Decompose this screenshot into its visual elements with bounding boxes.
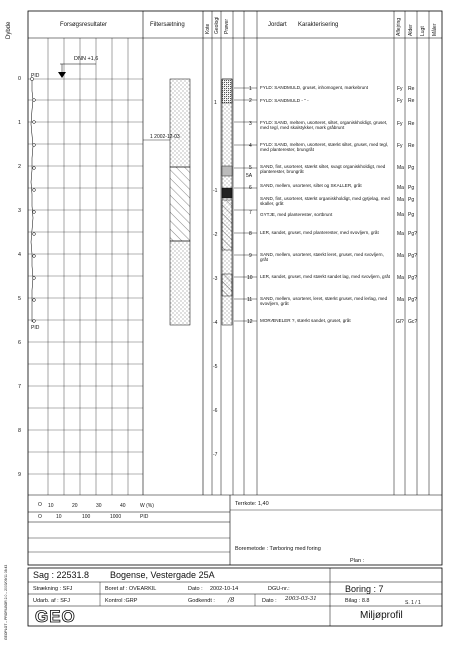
bilag: Bilag : 8.8 (345, 598, 370, 604)
kontrol: Kontrol :GRP (105, 598, 138, 604)
depth-tick: 3 (18, 208, 21, 214)
layer-description: SAND, mellem, usorteret, leret, stærkt gruset, med lerlag, med svovljern, gråt (260, 296, 388, 307)
sample-number: 5 (249, 165, 252, 171)
drilling-method: Boremetode : Tørboring med foring (235, 546, 321, 552)
sample-number-extra: 5A (246, 173, 253, 179)
dnn-label: DNN +1,6 (74, 56, 99, 62)
boret-af: Boret af : OVEARKIL (105, 586, 157, 592)
layer-aflejring: Ma (397, 185, 404, 191)
lugt-header: Lugt (420, 26, 426, 36)
depth-tick: 7 (18, 384, 21, 390)
profile-title: Miljøprofil (360, 610, 403, 621)
karakterisering-header: Karakterisering (298, 22, 339, 28)
scale-tick: 10 (56, 514, 62, 520)
scale-tick: 10 (48, 503, 54, 509)
godkendt: Godkendt : (188, 598, 215, 604)
layer-description: MORÆNELER ?, stærkt sandet, gruset, gråt (260, 318, 351, 323)
software-stamp: GEOPLOT – PROFILBOR 2.0 – 2003/09/11 08:43 (4, 564, 8, 640)
dgu-number: DGU-nr.: (268, 586, 290, 592)
signature: /8 (228, 596, 235, 604)
pid-bottom-label: PID (31, 325, 40, 331)
straekning: Strækning : SFJ (33, 586, 73, 592)
kote-tick: -1 (213, 188, 218, 194)
scale-marker: O (38, 502, 42, 508)
layer-aflejring: Fy (397, 98, 403, 104)
sample-number: 3 (249, 121, 252, 127)
kote-tick: -7 (213, 452, 218, 458)
sample-number: 8 (249, 231, 252, 237)
case-number: 22531.8 (56, 570, 90, 580)
layer-description: LER, sandet, gruset, med planterester, med svovljern, gråt (260, 230, 379, 235)
scale-unit: W (%) (140, 503, 154, 509)
layer-description: FYLD: SANDMULD, gruset, inhomogent, mørkebrunt (260, 85, 368, 90)
depth-tick: 6 (18, 340, 21, 346)
boring-number: 7 (378, 584, 384, 594)
udarbejdet-af: Udarb. af : SFJ (33, 598, 70, 604)
layer-description: GYTJE, med planterester, sortbrunt (260, 212, 333, 217)
case-label: Sag : 22531.8 (33, 570, 90, 580)
date2-label: Dato : (262, 598, 277, 604)
geologi-header: Geologi (214, 16, 220, 34)
depth-tick: 4 (18, 252, 21, 258)
scale-tick: 100 (82, 514, 91, 520)
layer-aflejring: Ma (397, 297, 404, 303)
layer-alder: Pg (408, 197, 415, 203)
layer-aflejring: Ma (397, 253, 404, 259)
layer-aflejring: Fy (397, 143, 403, 149)
depth-tick: 1 (18, 120, 21, 126)
sheet-number: S. 1 / 1 (405, 600, 421, 606)
scale-tick: 1000 (110, 514, 122, 520)
layer-alder: Re (408, 86, 415, 92)
date-label: Dato : (188, 586, 203, 592)
layer-alder: Pg? (408, 297, 417, 303)
alder-header: Alder (408, 24, 414, 36)
scale-tick: 20 (72, 503, 78, 509)
kote-header: Kote (205, 23, 211, 34)
aflejring-header: Aflejring (396, 17, 402, 36)
sample-number: 6 (249, 185, 252, 191)
sample-number: 1 (249, 86, 252, 92)
kote-tick: 1 (214, 100, 217, 106)
layer-aflejring: Ma (397, 275, 404, 281)
pid-top-label: PID (31, 73, 40, 79)
depth-tick: 5 (18, 296, 21, 302)
layer-alder: Pg? (408, 231, 417, 237)
layer-alder: Pg (408, 185, 415, 191)
prover-header: Prøver (224, 19, 230, 34)
sample-number: 7 (249, 210, 252, 216)
sample-number: 2 (249, 98, 252, 104)
layer-description: SAND, fint, usorteret, stærkt organiskholdigt, med gytjelag, med skaller, gråt (260, 196, 390, 207)
layer-aflejring: Ma (397, 165, 404, 171)
filter-header: Filtersætning (150, 22, 185, 28)
layer-description: SAND, mellem, usorteret, stærkt leret, gruset, med svovljern, gråt (260, 252, 384, 263)
depth-tick: 0 (18, 76, 21, 82)
forsog-header: Forsøgsresultater (60, 22, 108, 28)
layer-alder: Re (408, 143, 415, 149)
layer-description: SAND, fint, usorteret, stærkt siltet, svagt organiskholdigt, med planterester, brungråt (260, 164, 386, 175)
date2-value: 2003-03-31 (285, 596, 317, 602)
maaler-header: Måler (432, 23, 438, 36)
layer-alder: Pg? (408, 275, 417, 281)
date-value: 2002-10-14 (210, 586, 239, 592)
kote-tick: -2 (213, 232, 218, 238)
boring-label: Boring : 7 (345, 584, 384, 594)
layer-description: FYLD: SANDMULD - " - (260, 98, 309, 103)
scale-tick: 30 (96, 503, 102, 509)
terrain-level: Terrkote: 1,40 (235, 501, 269, 507)
layer-alder: Pg? (408, 253, 417, 259)
sample-number: 9 (249, 253, 252, 259)
depth-tick: 2 (18, 164, 21, 170)
plan-label: Plan : (350, 558, 365, 564)
layer-aflejring: Gl? (396, 319, 404, 325)
sample-number: 12 (247, 319, 253, 325)
layer-alder: Pg (408, 212, 415, 218)
layer-aflejring: Ma (397, 197, 404, 203)
scale-unit: PID (140, 514, 149, 520)
layer-alder: Pg (408, 165, 415, 171)
layer-alder: Re (408, 98, 415, 104)
jordart-header: Jordart (268, 22, 287, 28)
layer-aflejring: Fy (397, 121, 403, 127)
layer-aflejring: Fy (397, 86, 403, 92)
layer-aflejring: Ma (397, 231, 404, 237)
scale-tick: 40 (120, 503, 126, 509)
geo-logo: GEO (35, 607, 76, 626)
sample-number: 11 (247, 297, 253, 303)
layer-description: FYLD: SAND, meltem, usorteret, siltet, organiskholdigt, gruset, med tegl, med skalstykker, mørk gråbrunt (260, 120, 388, 131)
layer-aflejring: Ma (397, 212, 404, 218)
filter-date: 1 2002-12-03 (150, 134, 180, 140)
layer-description: SAND, mellem, usorteret, siltet og SKALLER, gråt (260, 183, 362, 188)
sample-number: 10 (247, 275, 253, 281)
layer-alder: Re (408, 121, 415, 127)
kote-tick: -5 (213, 364, 218, 370)
kote-tick: -4 (213, 320, 218, 326)
kote-tick: -3 (213, 276, 218, 282)
kote-tick: -6 (213, 408, 218, 414)
depth-tick: 9 (18, 472, 21, 478)
layer-description: FYLD: SAND, meltem, usorteret, stærkt siltet, gruset, med tegl, med planterester, brungråt (260, 142, 389, 153)
depth-tick: 8 (18, 428, 21, 434)
layer-alder: Gc? (408, 319, 418, 325)
sample-number: 4 (249, 143, 252, 149)
depth-header: Dybde (6, 21, 12, 39)
location: Bogense, Vestergade 25A (110, 570, 215, 580)
layer-description: LER, sandet, gruset, med stærkt sandet lag, med svovljern, gråt (260, 274, 390, 279)
scale-tick: O (38, 514, 42, 520)
